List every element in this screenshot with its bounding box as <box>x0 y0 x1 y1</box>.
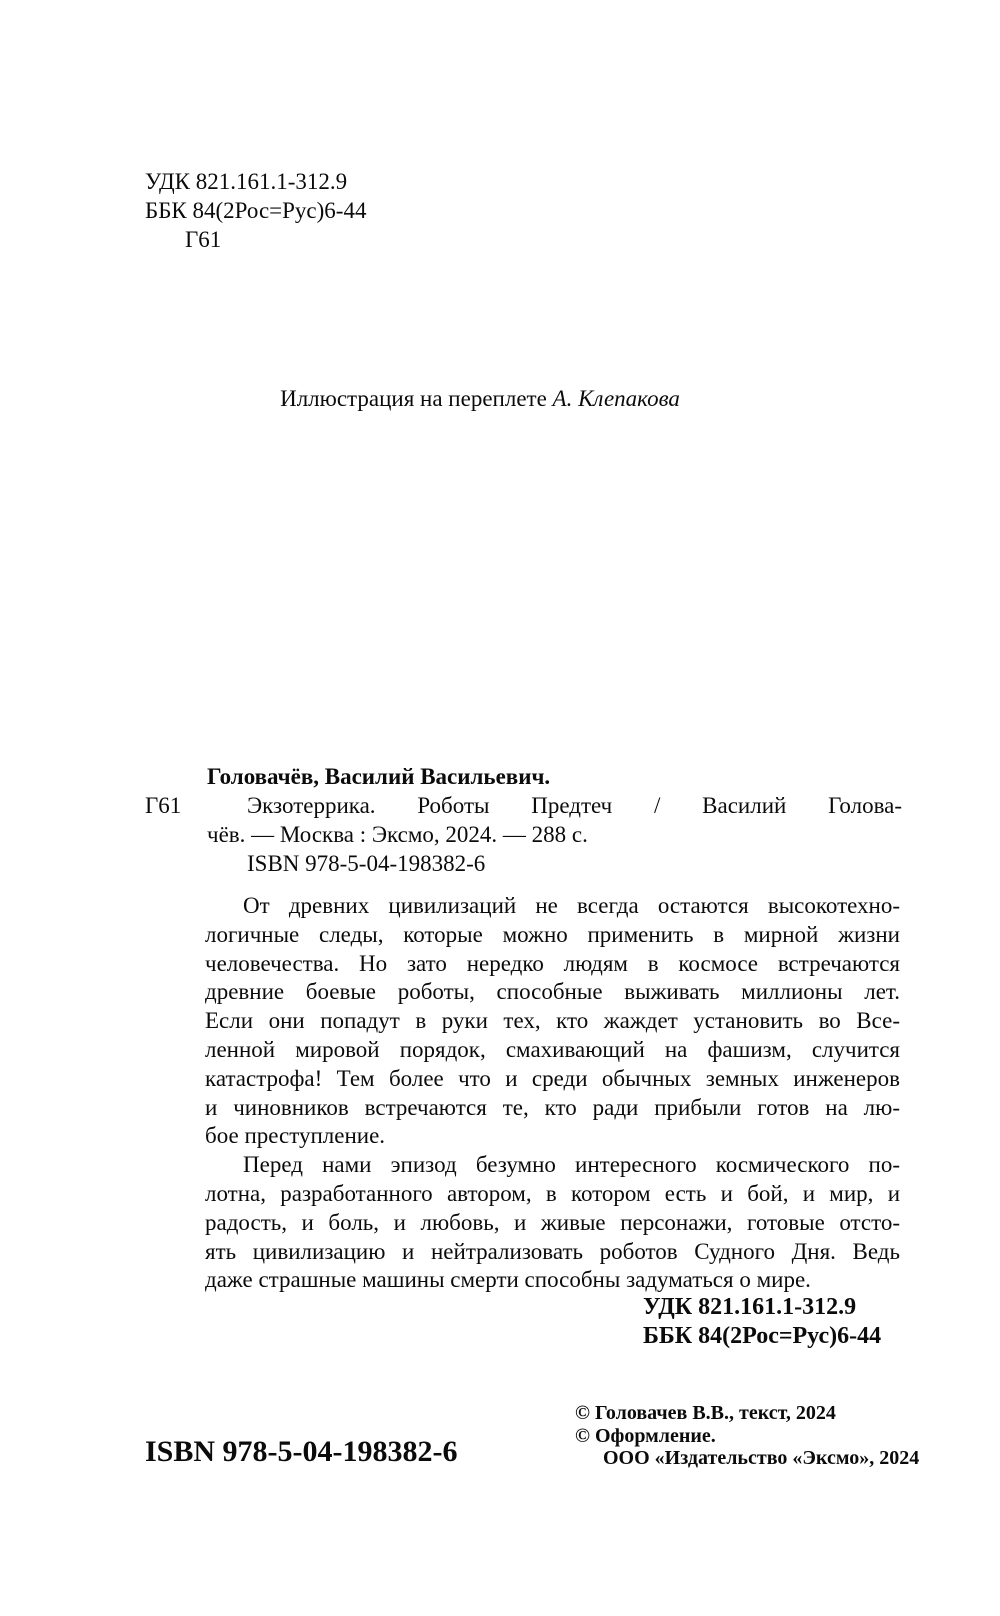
annotation-line: Перед нами эпизод безумно интересного космического по- <box>243 1152 900 1178</box>
illustration-artist-name: А. Клепакова <box>552 386 680 411</box>
catalog-title-line-2: чёв. — Москва : Эксмо, 2024. — 288 с. <box>207 822 588 847</box>
illustration-credit-text: Иллюстрация на переплете <box>280 386 553 411</box>
copyright-design-line: © Оформление. <box>575 1424 716 1447</box>
annotation-line: даже страшные машины смерти способны задуматься о мире. <box>205 1267 811 1293</box>
udk-line-bottom: УДК 821.161.1-312.9 <box>643 1294 857 1320</box>
footer-isbn: ISBN 978-5-04-198382-6 <box>145 1435 458 1468</box>
bottom-codes-block <box>643 1293 881 1351</box>
catalog-entry <box>145 762 902 878</box>
annotation-line: катастрофа! Тем более что и среди обычных земных инженеров <box>205 1065 900 1091</box>
annotation-line: бое преступление. <box>205 1123 386 1149</box>
annotation-block <box>205 892 900 1295</box>
copyright-author-line: © Головачев В.В., текст, 2024 <box>575 1402 836 1424</box>
annotation-line: ленной мировой порядок, смахивающий на фашизм, случится <box>205 1036 900 1062</box>
annotation-line: логичные следы, которые можно применить в мирной жизни <box>205 921 900 947</box>
catalog-isbn: ISBN 978-5-04-198382-6 <box>247 851 486 876</box>
author-sign-code: Г61 <box>145 793 182 818</box>
top-codes-block <box>145 167 366 254</box>
catalog-title-line-1 <box>145 791 902 820</box>
cover-illustration-credit <box>0 386 960 412</box>
udk-line: УДК 821.161.1-312.9 <box>145 169 348 194</box>
annotation-line: древние боевые роботы, способные выживать миллионы лет. <box>205 979 900 1005</box>
catalog-author: Головачёв, Василий Васильевич. <box>207 764 551 789</box>
bbk-line: ББК 84(2Рос=Рус)6-44 <box>145 198 367 223</box>
annotation-line: радость, и боль, и любовь, и живые персонажи, готовые отсто- <box>205 1209 900 1235</box>
copyright-publisher-line: ООО «Издательство «Эксмо», 2024 <box>603 1447 920 1470</box>
annotation-line: ять цивилизацию и нейтрализовать роботов Судного Дня. Ведь <box>205 1238 900 1264</box>
bbk-line-bottom: ББК 84(2Рос=Рус)6-44 <box>643 1323 882 1349</box>
copyright-block <box>575 1402 919 1470</box>
author-sign-line: Г61 <box>185 227 222 252</box>
annotation-line: лотна, разработанного автором, в котором есть и бой, и мир, и <box>205 1180 900 1206</box>
annotation-line: Если они попадут в руки тех, кто жаждет установить во Все- <box>205 1008 900 1034</box>
annotation-line: От древних цивилизаций не всегда остаются высокотехно- <box>243 893 900 918</box>
annotation-line: человечества. Но зато нередко людям в космосе встречаются <box>205 950 900 976</box>
catalog-title-text: Экзотеррика. Роботы Предтеч / Василий Голова- <box>247 793 902 818</box>
annotation-line: и чиновников встречаются те, кто ради прибыли готов на лю- <box>205 1094 900 1120</box>
